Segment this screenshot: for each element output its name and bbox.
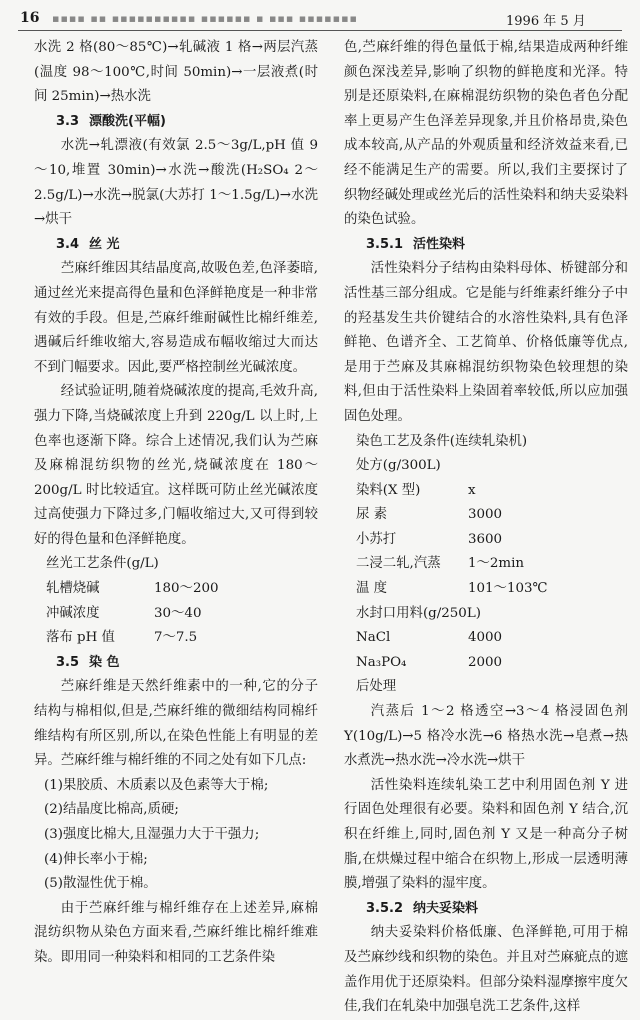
section-number: 3.3 [56,113,80,129]
paragraph: 经试验证明,随着烧碱浓度的提高,毛效升高,强力下降,当烧碱浓度上升到 220g/L 以上时,上色率也逐渐下降。综合上述情况,我们认为苎麻及麻棉混纺织物的丝光,烧碱浓度在 180～200g/L 时比较适宜。这样既可防止丝光碱浓度过高使强力下降过多,门幅收缩过大,又可得到较好的得色量和色泽鲜艳度。 [34,384,318,547]
page-number: 16 [20,10,40,26]
section-heading [34,651,318,676]
table-row [356,503,628,528]
section-heading [34,110,318,135]
list-item: (1)果胶质、木质素以及色素等大于棉; [44,777,269,793]
table-row [356,626,628,651]
header-rule [18,30,622,31]
param-name: 冲碱浓度 [46,605,100,621]
section-title: 染 色 [89,654,120,670]
right-column [344,36,628,1020]
param-name: 二浸二轧,汽蒸 [356,556,441,572]
mercerizing-table [34,577,318,651]
page-header [0,0,640,34]
section-number: 3.5 [56,654,80,670]
param-value: 3000 [468,507,503,523]
table-row [356,552,628,577]
list-item: (2)结晶度比棉高,质硬; [44,802,179,818]
param-value: 4000 [468,630,503,646]
table-row [356,528,628,553]
list-item: (4)伸长率小于棉; [44,851,148,867]
left-column [34,36,318,971]
section-number: 3.4 [56,236,80,252]
paragraph: 由于苎麻纤维与棉纤维存在上述差异,麻棉混纺织物从染色方面来看,苎麻纤维比棉纤维难染。即用同一种染料和相同的工艺条件染 [34,900,318,965]
param-value: x [468,482,476,498]
param-value: 180～200 [154,581,219,597]
section-number: 3.5.2 [366,900,404,916]
paragraph: 纳夫妥染料价格低廉、色泽鲜艳,可用于棉及苎麻纱线和织物的染色。并且对苎麻疵点的遮盖作用优于还原染料。但部分染料湿摩擦牢度欠佳,我们在轧染中加强皂洗工艺条件,这样 [344,925,628,1015]
table-row [356,651,628,676]
table-row [356,577,628,602]
param-name: 落布 pH 值 [46,630,115,646]
param-name: 温 度 [356,581,388,597]
section-number: 3.5.1 [366,236,404,252]
paragraph: 水洗→轧漂液(有效氯 2.5～3g/L,pH 值 9～10,堆置 30min)→水洗→酸洗(H₂SO₄ 2～2.5g/L)→水洗→脱氯(大苏打 1～1.5g/L)→水洗→烘干 [34,138,318,228]
param-name: 轧槽烧碱 [46,581,100,597]
paragraph: 苎麻纤维因其结晶度高,故吸色差,色泽萎暗,通过丝光来提高得色量和色泽鲜艳度是一种非常有效的手段。但是,苎麻纤维耐碱性比棉纤维差,遇碱后纤维收缩大,容易造成布幅收缩过大而达不到门幅要求。因此,要严格控制丝光碱浓度。 [34,261,318,375]
journal-name: ▪▪▪▪ ▪▪ ▪▪▪▪▪▪▪▪▪▪ ▪▪▪▪▪▪ ▪ ▪▪▪ ▪▪▪▪▪▪▪ [52,12,358,25]
paragraph: 活性染料连续轧染工艺中利用固色剂 Y 进行固色处理很有必要。染料和固色剂 Y 结合,沉积在纤维上,同时,固色剂 Y 又是一种高分子树脂,在烘燥过程中缩合在织物上,形成一层透明薄膜,增强了染料的湿牢度。 [344,777,628,892]
param-name: NaCl [356,630,391,646]
paragraph: 汽蒸后 1～2 格透空→3～4 格浸固色剂 Y(10g/L)→5 格冷水洗→6 格热水洗→皂煮→热水煮洗→热水洗→冷水洗→烘干 [344,704,628,769]
paragraph: 活性染料分子结构由染料母体、桥键部分和活性基三部分组成。它是能与纤维素纤维分子中的羟基发生共价键结合的水溶性染料,具有色泽鲜艳、色谱齐全、工艺简单、价格低廉等优点,是用于苎麻及其麻棉混纺织物染色较理想的染料,但由于活性染料上染固着率较低,所以应加强固色处理。 [344,261,628,424]
issue-date: 1996 年 5 月 [506,14,586,29]
section-heading [34,233,318,258]
table-label: 处方(g/300L) [356,458,441,474]
param-name: Na₃PO₄ [356,654,407,670]
section-title: 活性染料 [413,236,466,252]
param-name: 染料(X 型) [356,482,421,498]
table-label: 丝光工艺条件(g/L) [46,556,159,572]
param-value: 101～103℃ [468,581,548,597]
param-value: 1～2min [468,556,525,572]
table-row [34,577,318,602]
param-value: 30～40 [154,605,202,621]
paragraph: 水洗 2 格(80～85℃)→轧碱液 1 格→两层汽蒸(温度 98～100℃,时间 50min)→一层液煮(时间 25min)→热水洗 [34,40,318,105]
param-value: 7～7.5 [154,630,198,646]
param-name: 尿 素 [356,507,388,523]
table-label: 染色工艺及条件(连续轧染机) [356,433,528,449]
section-heading [344,233,628,258]
list-item: (3)强度比棉大,且湿强力大于干强力; [44,827,260,842]
section-title: 纳夫妥染料 [413,900,479,916]
section-heading [344,897,628,922]
table-row [34,602,318,627]
param-name: 小苏打 [356,531,397,547]
table-label: 后处理 [356,679,397,695]
table-label: 水封口用料(g/250L) [356,605,481,621]
table-row [34,626,318,651]
section-title: 漂酸洗(平幅) [89,113,166,129]
list-item: (5)散湿性优于棉。 [44,876,157,892]
paragraph: 苎麻纤维是天然纤维素中的一种,它的分子结构与棉相似,但是,苎麻纤维的微细结构同棉纤维结构有所区别,所以,在染色性能上有明显的差异。苎麻纤维与棉纤维的不同之处有如下几点: [34,679,318,769]
seal-table [344,626,628,675]
param-value: 2000 [468,654,503,670]
paragraph: 色,苎麻纤维的得色量低于棉,结果造成两种纤维颜色深浅差异,影响了织物的鲜艳度和光泽。特别是还原染料,在麻棉混纺织物的染色者色分配率上更易产生色泽差异现象,并且价格昂贵,染色成本较高,从产品的外观质量和经济效益来看,已经不能满足生产的需要。所以,我们主要探讨了织物经碱处理或丝光后的活性染料和纳夫妥染料的染色试验。 [344,40,628,228]
section-title: 丝 光 [89,236,120,252]
recipe-table [344,479,628,602]
param-value: 3600 [468,531,503,547]
table-row [356,479,628,504]
